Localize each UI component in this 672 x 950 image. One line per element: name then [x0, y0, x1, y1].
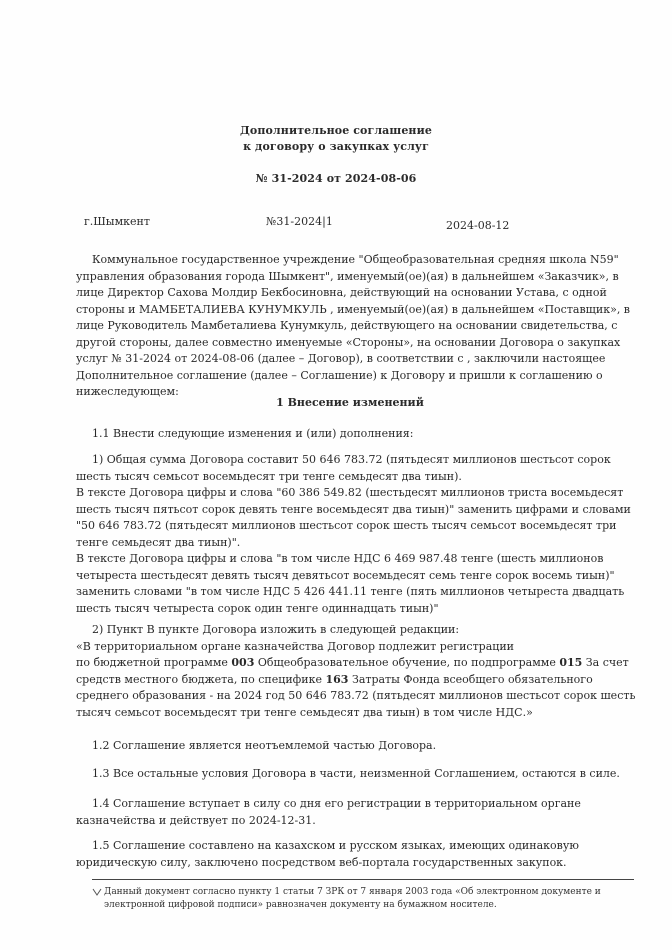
item-2-text: по бюджетной программе	[76, 656, 232, 669]
item-1-line: заменить словами "в том числе НДС 5 426 441.11 тенге (пять миллионов четыреста двадцать	[76, 585, 625, 598]
subprogram-code: 015	[559, 656, 583, 669]
item-1-line: В тексте Договора цифры и слова "60 386 549.82 (шестьдесят миллионов триста восемьдесят	[76, 486, 624, 499]
item-2-line: 2) Пункт В пункте Договора изложить в следующей редакции:	[92, 623, 460, 636]
preamble	[76, 252, 636, 401]
clause-1-2-text: 1.2 Соглашение является неотъемлемой частью Договора.	[92, 739, 437, 752]
item-2-text: Общеобразовательное обучение, по подпрограмме	[254, 656, 560, 669]
item-1-line: шесть тысяч четыреста сорок один тенге одиннадцать тиын)"	[76, 601, 439, 615]
preamble-line: другой стороны, далее совместно именуемые «Стороны», на основании Договора о закупках	[76, 335, 621, 349]
item-2-line: среднего образования - на 2024 год 50 646 783.72 (пятьдесят миллионов шестьсот сорок шесть	[76, 689, 636, 702]
item-2-line: «В территориальном органе казначейства Договор подлежит регистрации	[76, 639, 514, 653]
clause-1-3	[92, 766, 652, 783]
change-item-1	[76, 452, 636, 617]
section-title: 1 Внесение изменений	[276, 396, 424, 409]
clause-1-4-line: казначейства и действует по 2024-12-31.	[76, 813, 316, 827]
item-2-line	[76, 672, 636, 689]
preamble-line: лице Руководитель Мамбеталиева Кунумкуль, действующего на основании свидетельства, с	[76, 319, 618, 332]
footer-line: электронной цифровой подписи» равнозначен документу на бумажном носителе.	[104, 900, 497, 910]
preamble-line: нижеследующем:	[76, 385, 179, 398]
preamble-line: лице Директор Сахова Молдир Бекбосиновна, действующий на основании Устава, с одной	[76, 286, 607, 299]
clause-1-1-text: 1.1 Внести следующие изменения и (или) дополнения:	[92, 427, 414, 440]
clause-1-5-line: юридическую силу, заключено посредством веб-портала государственных закупок.	[76, 855, 567, 869]
footer-line: Данный документ согласно пункту 1 статьи 7 ЗРК от 7 января 2003 года «Об электронном документе и	[104, 887, 601, 897]
clause-1-4	[76, 796, 636, 829]
item-2-line: тысяч семьсот восемьдесят три тенге семьдесят два тиын) в том числе НДС.»	[76, 705, 533, 719]
specific-code: 163	[325, 672, 349, 686]
document-subtitle: к договору о закупках услуг	[243, 140, 429, 153]
agreement-number: № 31-2024 от 2024-08-06	[255, 172, 417, 185]
item-1-line: шесть тысяч пятьсот сорок девять тенге восемьдесят два тиын)" заменить цифрами и словами	[76, 502, 631, 516]
footer-divider	[92, 879, 634, 880]
footnote-marker-icon	[92, 887, 102, 897]
clause-1-2	[92, 738, 652, 755]
clause-1-1	[92, 426, 652, 443]
clause-1-3-text: 1.3 Все остальные условия Договора в части, неизменной Соглашением, остаются в силе.	[92, 767, 620, 780]
item-2-line	[76, 655, 636, 672]
clause-1-5	[76, 838, 636, 871]
item-1-line: тенге семьдесят два тиын)".	[76, 535, 241, 549]
document-date: 2024-08-12	[446, 219, 510, 232]
item-1-line: шесть тысяч семьсот восемьдесят три тенге семьдесят два тиын).	[76, 469, 462, 483]
preamble-line: Коммунальное государственное учреждение "Общеобразовательная средняя школа N59"	[92, 253, 619, 266]
change-item-2	[76, 622, 636, 721]
clause-1-5-line: 1.5 Соглашение составлено на казахском и русском языках, имеющих одинаковую	[92, 839, 579, 852]
item-2-text: средств местного бюджета, по специфике	[76, 672, 326, 686]
budget-program-code: 003	[231, 656, 255, 669]
footer-note	[104, 886, 624, 912]
item-1-line: "50 646 783.72 (пятьдесят миллионов шестьсот сорок шесть тысяч семьсот восемьдесят три	[76, 519, 617, 532]
preamble-line: услуг № 31-2024 от 2024-08-06 (далее – Договор), в соответствии с , заключили настоящее	[76, 352, 606, 365]
preamble-line: Дополнительное соглашение (далее – Соглашение) к Договору и пришли к соглашению о	[76, 368, 603, 382]
item-2-text: За счет	[582, 656, 629, 669]
city: г.Шымкент	[84, 215, 150, 228]
preamble-line: управления образования города Шымкент", именуемый(ое)(ая) в дальнейшем «Заказчик», в	[76, 269, 619, 283]
item-1-line: 1) Общая сумма Договора составит 50 646 783.72 (пятьдесят миллионов шестьсот сорок	[92, 453, 611, 466]
document-number: №31-2024|1	[266, 215, 333, 228]
item-1-line: четыреста шестьдесят девять тысяч девятьсот восемьдесят семь тенге сорок восемь тиын)"	[76, 568, 615, 582]
item-1-line: В тексте Договора цифры и слова "в том числе НДС 6 469 987.48 тенге (шесть миллионов	[76, 552, 604, 565]
clause-1-4-line: 1.4 Соглашение вступает в силу со дня его регистрации в территориальном органе	[92, 797, 581, 810]
preamble-line: стороны и МАМБЕТАЛИЕВА КУНУМКУЛЬ , именуемый(ое)(ая) в дальнейшем «Поставщик», в	[76, 302, 631, 316]
item-2-text: Затраты Фонда всеобщего обязательного	[348, 672, 593, 686]
document-title: Дополнительное соглашение	[240, 124, 432, 137]
